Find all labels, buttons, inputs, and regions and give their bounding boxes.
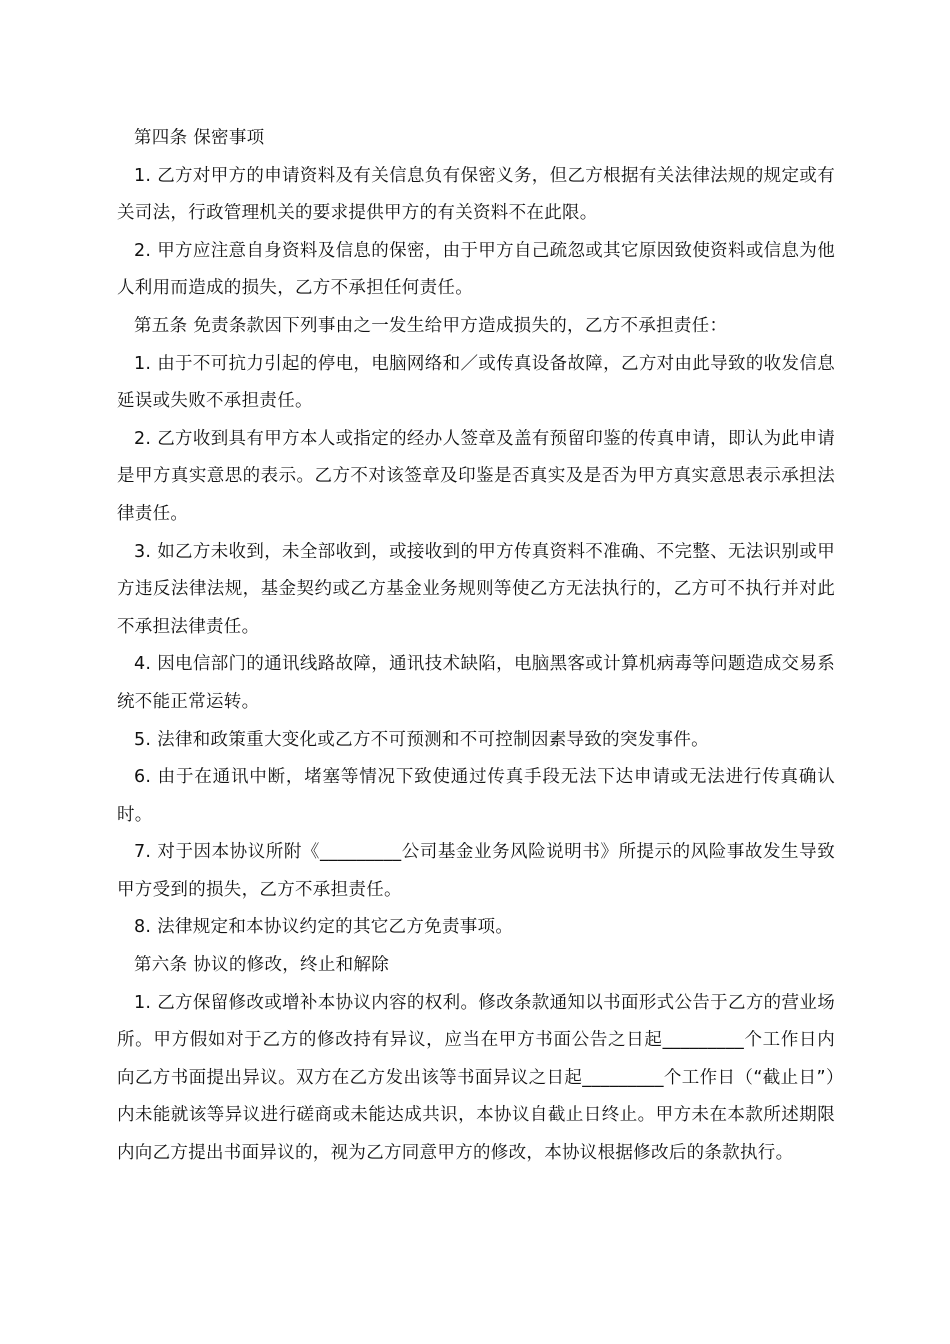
article-4-heading: 第四条 保密事项	[134, 128, 265, 148]
article-5-clause-8: 8. 法律规定和本协议约定的其它乙方免责事项。	[134, 917, 514, 938]
article-4-clause-1: 1. 乙方对甲方的申请资料及有关信息负有保密义务，但乙方根据有关法律法规的规定或有关司法，行政管理机关的要求提供甲方的有关资料不在此限。	[117, 165, 835, 224]
article-5-heading: 第五条 免责条款因下列事由之一发生给甲方造成损失的，乙方不承担责任：	[134, 315, 728, 336]
article-5-clause-2: 2. 乙方收到具有甲方本人或指定的经办人签章及盖有预留印鉴的传真申请，即认为此申请是甲方真实意思的表示。乙方不对该签章及印鉴是否真实及是否为甲方真实意思表示承担法律责任。	[117, 428, 835, 524]
article-5-clause-6: 6. 由于在通讯中断，堵塞等情况下致使通过传真手段无法下达申请或无法进行传真确认时。	[117, 767, 835, 825]
article-6-heading: 第六条 协议的修改，终止和解除	[134, 955, 390, 976]
article-6-clause-1: 1. 乙方保留修改或增补本协议内容的权利。修改条款通知以书面形式公告于乙方的营业场所。甲方假如对于乙方的修改持有异议，应当在甲方书面公告之日起_________个工作日内向乙方书面提出异议。双方在乙方发出该等书面异议之日起_________个工作日（“截止日”）内未能就该等异议进行磋商或未能达成共识，本协议自截止日终止。甲方未在本款所述期限内向乙方提出书面异议的，视为乙方同意甲方的修改，本协议根据修改后的条款执行。	[117, 992, 835, 1164]
article-4-clause-2: 2. 甲方应注意自身资料及信息的保密，由于甲方自己疏忽或其它原因致使资料或信息为他人利用而造成的损失，乙方不承担任何责任。	[117, 240, 835, 299]
article-5-clause-5: 5. 法律和政策重大变化或乙方不可预测和不可控制因素导致的突发事件。	[134, 729, 709, 750]
article-5-clause-7: 7. 对于因本协议所附《_________公司基金业务风险说明书》所提示的风险事故发生导致甲方受到的损失，乙方不承担责任。	[117, 842, 835, 900]
article-5-clause-3: 3. 如乙方未收到，未全部收到，或接收到的甲方传真资料不准确、不完整、无法识别或甲方违反法律法规，基金契约或乙方基金业务规则等使乙方无法执行的，乙方可不执行并对此不承担法律责任。	[117, 541, 835, 637]
document-page	[117, 120, 835, 1173]
article-5-clause-1: 1. 由于不可抗力引起的停电，电脑网络和／或传真设备故障，乙方对由此导致的收发信息延误或失败不承担责任。	[117, 353, 835, 412]
article-5-clause-4: 4. 因电信部门的通讯线路故障，通讯技术缺陷，电脑黑客或计算机病毒等问题造成交易系统不能正常运转。	[117, 654, 835, 712]
